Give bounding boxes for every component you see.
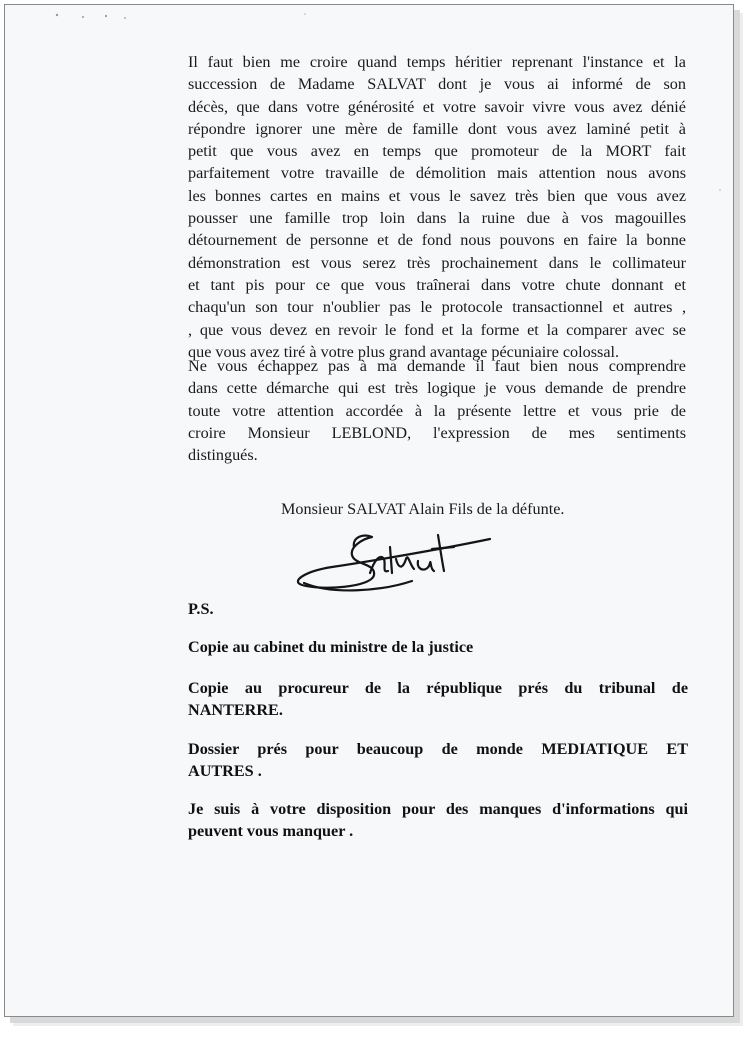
ps-item-line: NANTERRE. — [188, 701, 283, 719]
letter-page — [4, 4, 734, 1017]
ps-item-line: peuvent vous manquer . — [188, 822, 354, 840]
ps-item-copy-prosecutor — [188, 677, 688, 721]
paragraph-1-line: pousser une famille trop loin dans la ruine due à vos magouilles — [188, 209, 686, 228]
ps-item-availability — [188, 798, 688, 842]
paragraph-1-line: chaqu'un son tour n'oublier pas le protocole transactionnel et autres , — [188, 298, 686, 317]
paragraph-1-line: et tant pis pour ce que vous traînerai dans votre chute donnant et — [188, 275, 686, 294]
ps-item-line: AUTRES . — [188, 762, 262, 780]
ps-label: P.S. — [188, 600, 214, 618]
paragraph-1-line: répondre ignorer une mère de famille dont vous avez laminé petit à — [188, 119, 686, 138]
paragraph-1-line: les bonnes cartes en mains et vous le savez très bien que vous avez — [188, 186, 686, 205]
paragraph-1-line: démonstration est vous serez très prochainement dans le collimateur — [188, 253, 686, 272]
paragraph-2-line: distingués. — [188, 446, 258, 465]
paragraph-2-line: croire Monsieur LEBLOND, l'expression de mes sentiments — [188, 423, 686, 442]
paragraph-1 — [188, 51, 686, 363]
paragraph-1-line: détournement de personne et de fond nous pouvons en faire la bonne — [188, 231, 686, 250]
paragraph-1-line: succession de Madame SALVAT dont je vous ai informé de son — [188, 75, 686, 94]
ps-item-copy-ministry — [188, 636, 688, 658]
paragraph-1-line: Il faut bien me croire quand temps héritier reprenant l'instance et la — [188, 53, 686, 71]
ps-item-line: Copie au cabinet du ministre de la justice — [188, 638, 474, 656]
paragraph-2 — [188, 355, 686, 466]
paragraph-1-line: que vous avez tiré à votre plus grand avantage pécuniaire colossal. — [188, 342, 620, 361]
paragraph-1-line: parfaitement votre travaille de démolition mais attention nous avons — [188, 164, 686, 183]
signature-caption: Monsieur SALVAT Alain Fils de la défunte. — [281, 500, 565, 518]
ps-item-line: Je suis à votre disposition pour des manques d'informations qui — [188, 800, 688, 818]
paragraph-2-line: dans cette démarche qui est très logique je vous demande de prendre — [188, 379, 686, 398]
ps-item-media-dossier — [188, 738, 688, 782]
paragraph-2-line: Ne vous échappez pas à ma demande il faut bien nous comprendre — [188, 357, 686, 375]
handwritten-signature — [292, 525, 497, 605]
ps-item-line: Copie au procureur de la république prés du tribunal de — [188, 679, 688, 697]
paragraph-1-line: , que vous devez en revoir le fond et la forme et la comparer avec se — [188, 320, 686, 339]
ps-item-line: Dossier prés pour beaucoup de monde MEDIATIQUE ET — [188, 740, 688, 758]
paragraph-1-line: petit que vous avez en temps que promoteur de la MORT fait — [188, 142, 686, 161]
paragraph-2-line: toute votre attention accordée à la présente lettre et vous prie de — [188, 401, 686, 420]
paragraph-1-line: décès, que dans votre générosité et votre savoir vivre vous avez dénié — [188, 97, 686, 116]
